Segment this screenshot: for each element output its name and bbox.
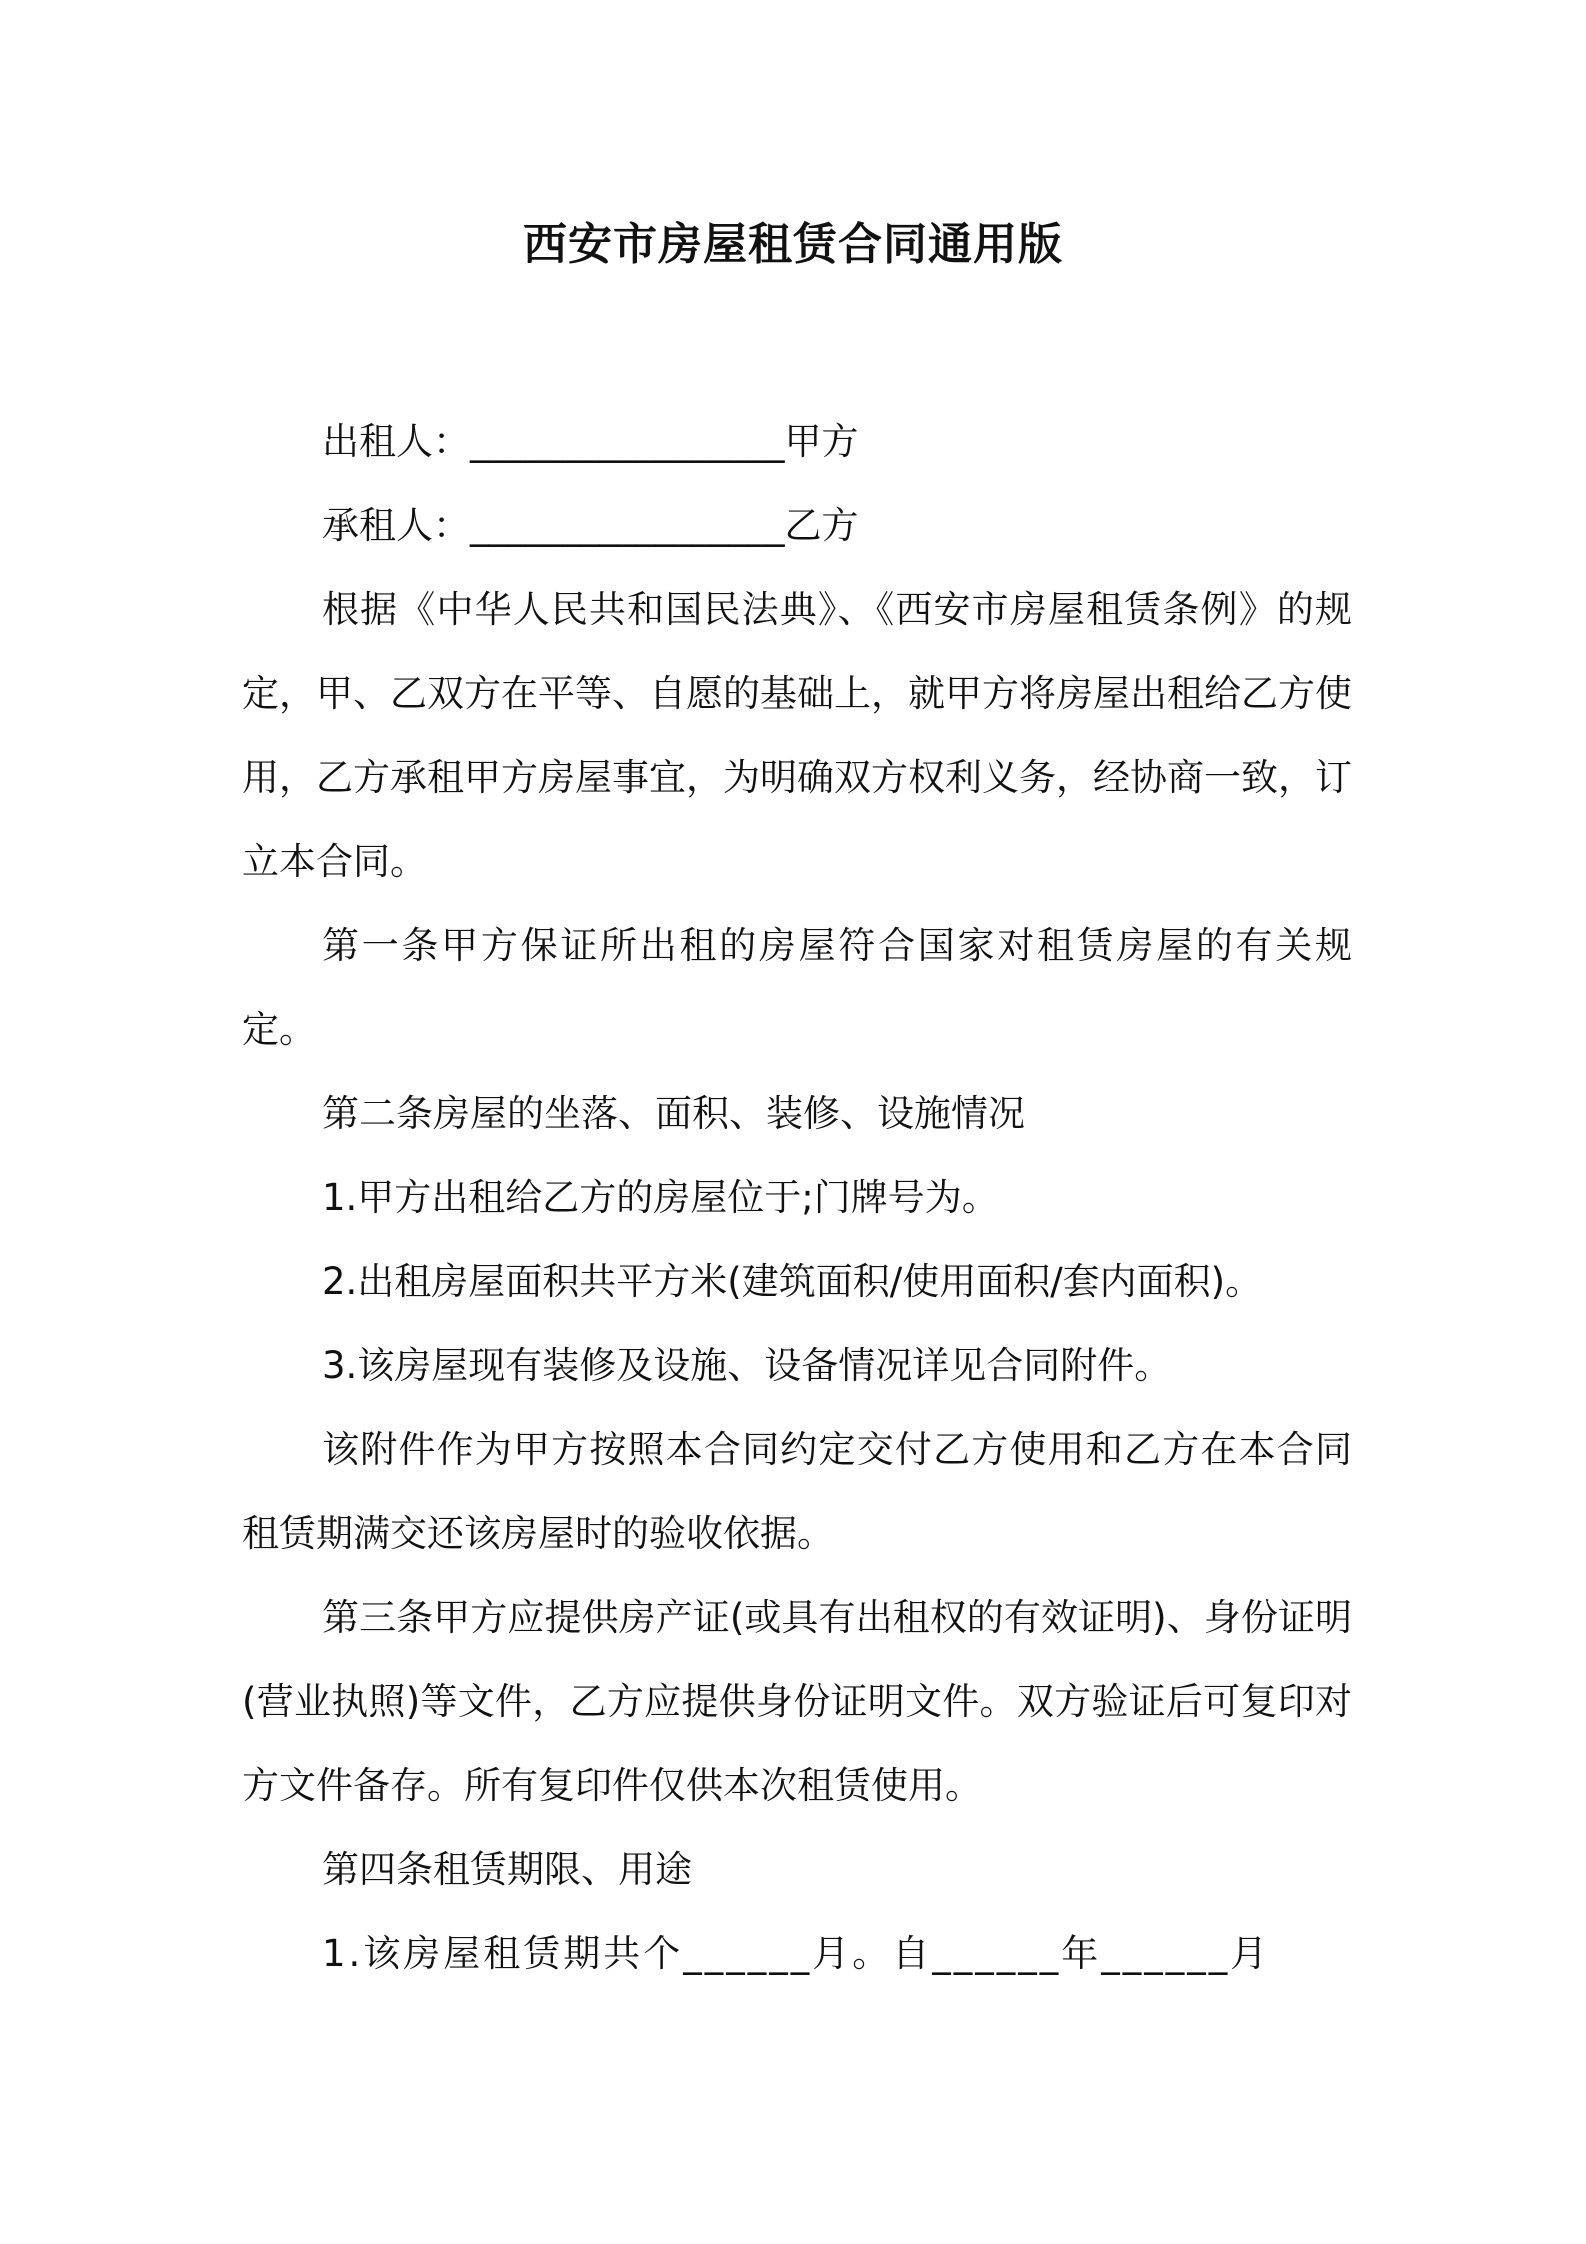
article-2-item-2: 2.出租房屋面积共平方米(建筑面积/使用面积/套内面积)。	[322, 1260, 1263, 1303]
article-2-item-1: 1.甲方出租给乙方的房屋位于;门牌号为。	[322, 1176, 999, 1219]
document-body	[242, 400, 1352, 1996]
document-title: 西安市房屋租赁合同通用版	[523, 219, 1063, 270]
article-2-heading: 第二条房屋的坐落、面积、装修、设施情况	[322, 1092, 1025, 1135]
article-3-paragraph: 第三条甲方应提供房产证(或具有出租权的有效证明)、身份证明(营业执照)等文件，乙方应提供身份证明文件。双方验证后可复印对方文件备存。所有复印件仅供本次租赁使用。	[242, 1596, 1352, 1807]
preamble-paragraph: 根据《中华人民共和国民法典》、《西安市房屋租赁条例》的规定，甲、乙双方在平等、自愿的基础上，就甲方将房屋出租给乙方使用，乙方承租甲方房屋事宜，为明确双方权利义务，经协商一致，订立本合同。	[242, 588, 1352, 883]
article-2-item-3: 3.该房屋现有装修及设施、设备情况详见合同附件。	[322, 1344, 1172, 1387]
article-1-paragraph: 第一条甲方保证所出租的房屋符合国家对租赁房屋的有关规定。	[242, 924, 1352, 1051]
attachment-paragraph: 该附件作为甲方按照本合同约定交付乙方使用和乙方在本合同租赁期满交还该房屋时的验收依据。	[242, 1428, 1352, 1555]
lessee-line: 承租人：_________________乙方	[322, 504, 859, 547]
lessor-line: 出租人：_________________甲方	[322, 420, 859, 463]
article-4-heading: 第四条租赁期限、用途	[322, 1848, 692, 1891]
article-4-item-1: 1.该房屋租赁期共个______月。自______年______月	[322, 1932, 1271, 1975]
